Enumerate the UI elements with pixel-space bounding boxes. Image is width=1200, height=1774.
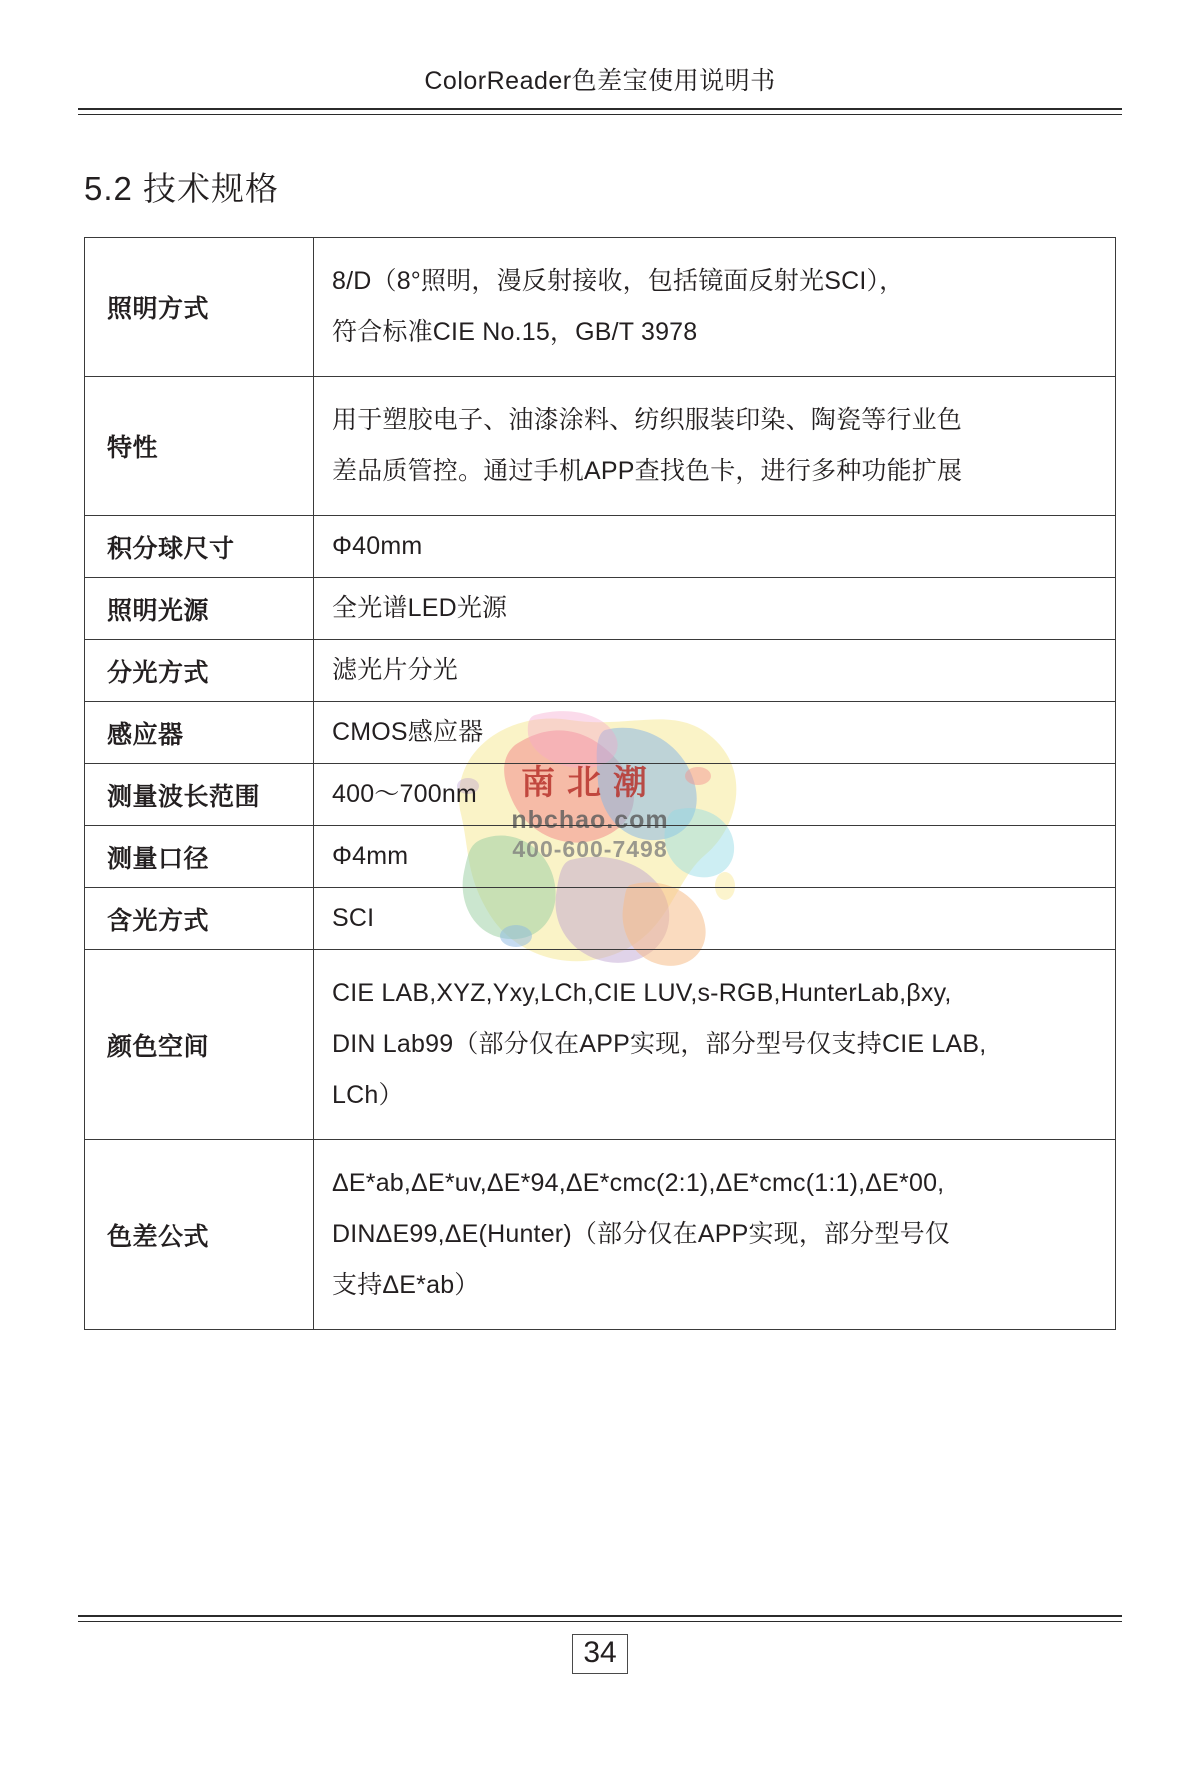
spec-value-line: DINΔE99,ΔE(Hunter)（部分仅在APP实现，部分型号仅 — [332, 1220, 951, 1248]
spec-value-line: 支持ΔE*ab） — [332, 1271, 480, 1299]
spec-label: 分光方式 — [85, 640, 314, 702]
table-row — [85, 826, 1116, 888]
table-row — [85, 516, 1116, 578]
spec-value-line: 用于塑胶电子、油漆涂料、纺织服装印染、陶瓷等行业色 — [332, 406, 963, 434]
spec-table-body — [85, 238, 1116, 1330]
footer-divider — [78, 1615, 1122, 1622]
spec-label: 积分球尺寸 — [85, 516, 314, 578]
technical-specification-table — [84, 237, 1116, 1330]
spec-value-line: 滤光片分光 — [332, 656, 459, 684]
spec-label: 测量口径 — [85, 826, 314, 888]
spec-value-line: Φ40mm — [332, 532, 423, 560]
spec-value-line: DIN Lab99（部分仅在APP实现，部分型号仅支持CIE LAB, — [332, 1030, 987, 1058]
spec-value — [314, 764, 1116, 826]
spec-label: 颜色空间 — [85, 950, 314, 1140]
table-row — [85, 238, 1116, 377]
spec-value — [314, 888, 1116, 950]
spec-label: 测量波长范围 — [85, 764, 314, 826]
spec-value-line: 8/D（8°照明，漫反射接收，包括镜面反射光SCI）， — [332, 267, 905, 295]
spec-value — [314, 516, 1116, 578]
watermark-site: nbchao.com — [511, 806, 669, 834]
spec-value-line: SCI — [332, 904, 375, 932]
spec-label: 色差公式 — [85, 1140, 314, 1330]
spec-value — [314, 238, 1116, 377]
spec-value — [314, 702, 1116, 764]
spec-value — [314, 950, 1116, 1140]
table-row — [85, 640, 1116, 702]
table-row — [85, 764, 1116, 826]
spec-value-line: 400～700nm — [332, 780, 477, 808]
section-heading: 5.2 技术规格 — [84, 170, 280, 207]
spec-value-line: ΔE*ab,ΔE*uv,ΔE*94,ΔE*cmc(2:1),ΔE*cmc(1:1),ΔE*00, — [332, 1169, 945, 1197]
table-row — [85, 377, 1116, 516]
watermark-brand: 南北潮 — [521, 765, 659, 802]
spec-value-line: CMOS感应器 — [332, 718, 484, 746]
spec-value-line: CIE LAB,XYZ,Yxy,LCh,CIE LUV,s-RGB,HunterLab,βxy, — [332, 979, 952, 1007]
page-number-value: 34 — [572, 1634, 627, 1674]
spec-value — [314, 1140, 1116, 1330]
spec-value-line: Φ4mm — [332, 842, 409, 870]
spec-value-line: 符合标准CIE No.15，GB/T 3978 — [332, 318, 698, 346]
spec-value — [314, 578, 1116, 640]
table-row — [85, 950, 1116, 1140]
spec-value-line: LCh） — [332, 1081, 404, 1109]
watermark-phone: 400-600-7498 — [512, 836, 668, 862]
table-row — [85, 888, 1116, 950]
table-row — [85, 702, 1116, 764]
spec-label: 感应器 — [85, 702, 314, 764]
spec-label: 照明方式 — [85, 238, 314, 377]
spec-value — [314, 826, 1116, 888]
header-title: ColorReader色差宝使用说明书 — [424, 67, 776, 95]
header-divider — [78, 108, 1122, 115]
spec-label: 含光方式 — [85, 888, 314, 950]
spec-value — [314, 640, 1116, 702]
spec-value — [314, 377, 1116, 516]
page-header — [78, 66, 1122, 96]
page-number — [0, 1634, 1200, 1674]
spec-value-line: 全光谱LED光源 — [332, 594, 508, 622]
table-row — [85, 1140, 1116, 1330]
spec-label: 特性 — [85, 377, 314, 516]
spec-value-line: 差品质管控。通过手机APP查找色卡，进行多种功能扩展 — [332, 457, 963, 485]
spec-label: 照明光源 — [85, 578, 314, 640]
table-row — [85, 578, 1116, 640]
